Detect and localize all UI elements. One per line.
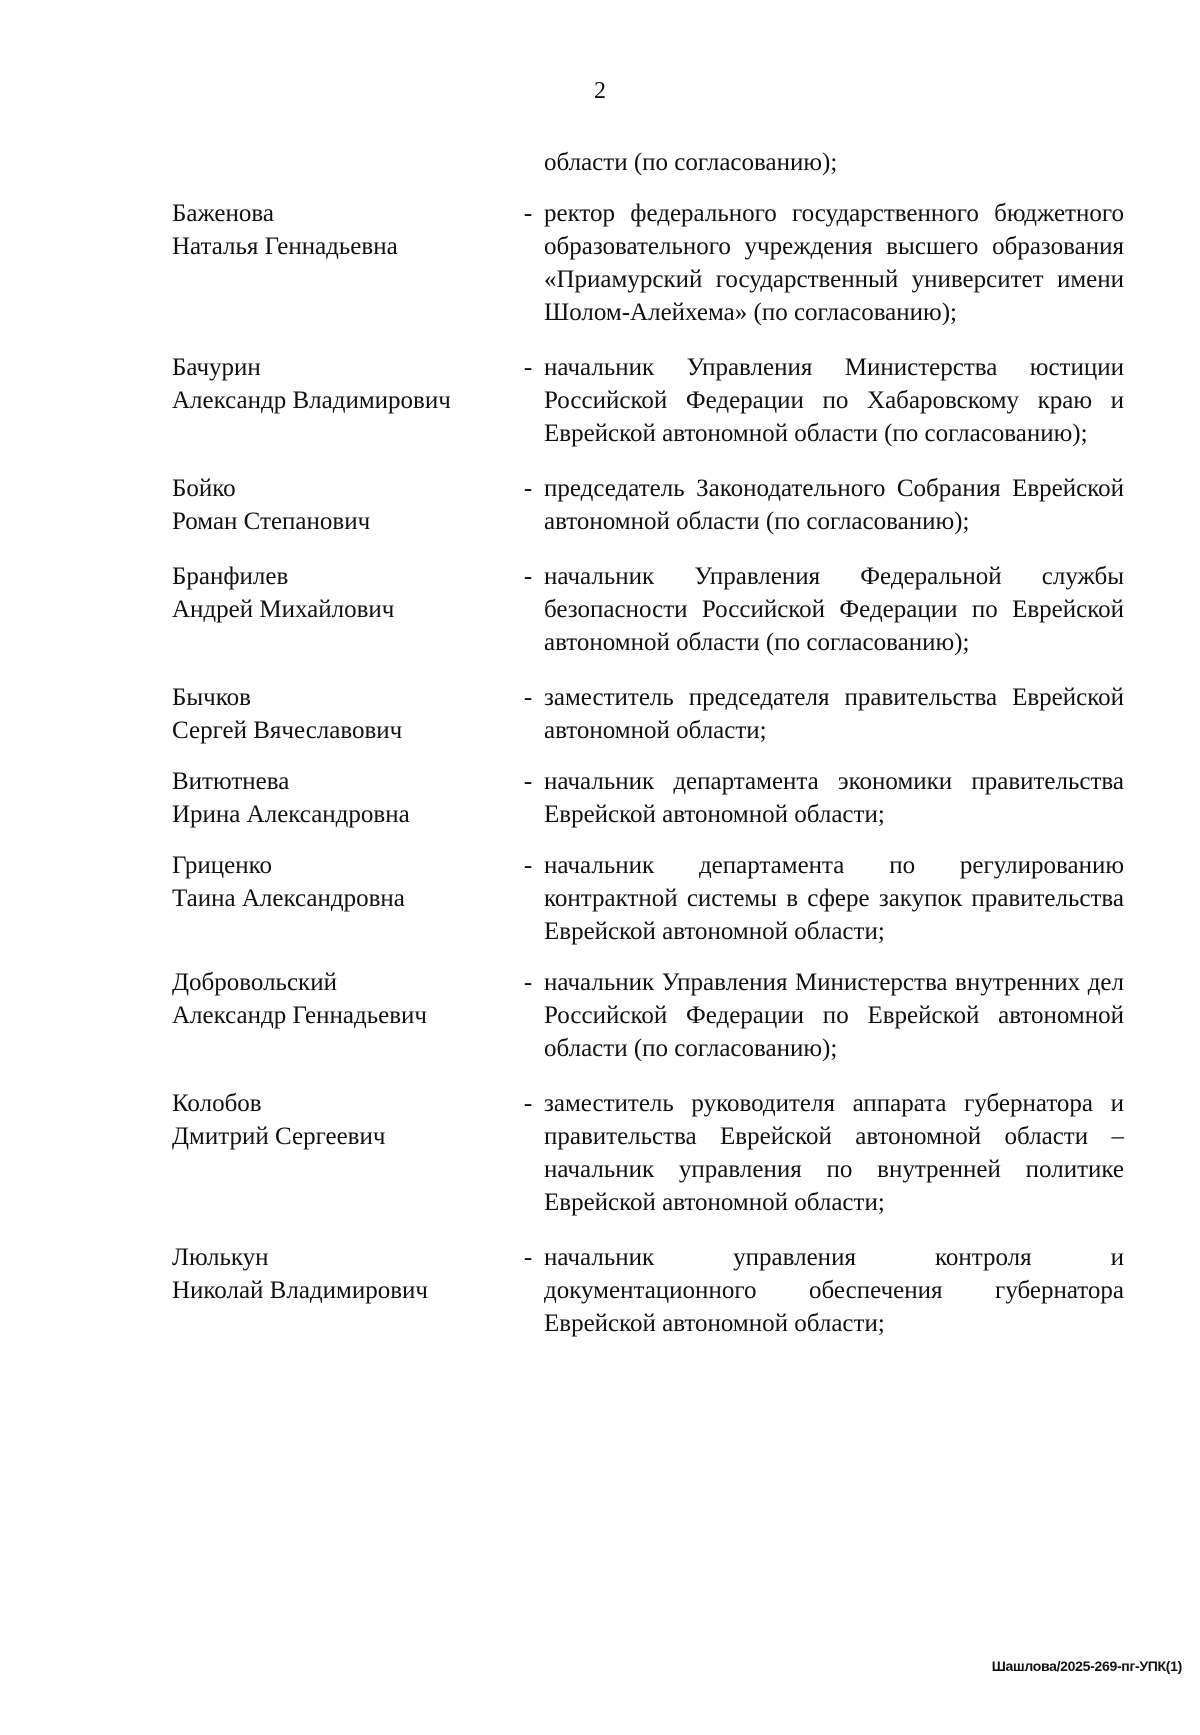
member-dash: - — [523, 475, 533, 502]
member-dash: - — [523, 1090, 533, 1117]
member-given-name: Александр Геннадьевич — [172, 1002, 427, 1029]
page-number: 2 — [594, 78, 606, 104]
member-dash: - — [523, 852, 533, 879]
member-entry — [172, 560, 1132, 659]
member-entry — [172, 849, 1132, 948]
member-name — [172, 765, 512, 831]
member-position-continuation: области (по согласованию); — [544, 149, 838, 176]
member-name — [172, 1087, 512, 1153]
member-name — [172, 1241, 512, 1307]
member-position: начальник управления контроля и документационного обеспечения губернатора Еврейской автономной области; — [544, 1244, 1124, 1337]
member-surname: Баженова — [172, 200, 274, 227]
member-surname: Колобов — [172, 1090, 262, 1117]
member-entry — [172, 197, 1132, 329]
member-entry — [172, 1087, 1132, 1219]
member-surname: Бойко — [172, 475, 236, 502]
member-name — [172, 560, 512, 626]
member-name — [172, 472, 512, 538]
member-entry — [172, 966, 1132, 1065]
member-given-name: Александр Владимирович — [172, 387, 451, 414]
roster-continuation — [172, 146, 1132, 179]
member-dash: - — [523, 200, 533, 227]
member-surname: Бранфилев — [172, 563, 289, 590]
member-position: начальник Управления Министерства юстиции Российской Федерации по Хабаровскому краю и Еврейской автономной области (по согласованию); — [544, 354, 1124, 447]
member-roster — [172, 146, 1132, 1362]
member-dash: - — [523, 768, 533, 795]
member-position: начальник Управления Министерства внутренних дел Российской Федерации по Еврейской автономной области (по согласованию); — [544, 969, 1124, 1062]
member-dash: - — [523, 684, 533, 711]
member-given-name: Андрей Михайлович — [172, 596, 395, 623]
member-given-name: Дмитрий Сергеевич — [172, 1123, 386, 1150]
member-name — [172, 197, 512, 263]
member-position: начальник Управления Федеральной службы безопасности Российской Федерации по Еврейской автономной области (по согласованию); — [544, 563, 1124, 656]
member-position: начальник департамента экономики правительства Еврейской автономной области; — [544, 768, 1124, 828]
member-entry — [172, 1241, 1132, 1340]
member-given-name: Наталья Геннадьевна — [172, 233, 398, 260]
member-entry — [172, 765, 1132, 831]
member-surname: Гриценко — [172, 852, 272, 879]
member-surname: Добровольский — [172, 969, 337, 996]
member-dash: - — [523, 1244, 533, 1271]
member-entry — [172, 472, 1132, 538]
member-given-name: Николай Владимирович — [172, 1277, 428, 1304]
member-surname: Витютнева — [172, 768, 290, 795]
member-name — [172, 849, 512, 915]
member-name — [172, 351, 512, 417]
member-dash: - — [523, 563, 533, 590]
member-name — [172, 681, 512, 747]
member-position: заместитель руководителя аппарата губернатора и правительства Еврейской автономной области – начальник управления по внутренней политике Еврейской автономной области; — [544, 1090, 1124, 1216]
member-given-name: Ирина Александровна — [172, 801, 410, 828]
member-given-name: Таина Александровна — [172, 885, 405, 912]
member-entry — [172, 681, 1132, 747]
member-name — [172, 966, 512, 1032]
member-surname: Бачурин — [172, 354, 261, 381]
member-given-name: Сергей Вячеславович — [172, 717, 403, 744]
member-dash: - — [523, 969, 533, 996]
member-position: начальник департамента по регулированию контрактной системы в сфере закупок правительства Еврейской автономной области; — [544, 852, 1124, 945]
member-entry — [172, 351, 1132, 450]
member-surname: Бычков — [172, 684, 251, 711]
member-position: заместитель председателя правительства Еврейской автономной области; — [544, 684, 1124, 744]
member-given-name: Роман Степанович — [172, 508, 371, 535]
document-registration-code: Шашлова/2025-269-пг-УПК(1) — [991, 1658, 1182, 1674]
member-dash: - — [523, 354, 533, 381]
member-position: ректор федерального государственного бюджетного образовательного учреждения высшего образования «Приамурский государственный университет имени Шолом-Алейхема» (по согласованию); — [544, 200, 1124, 326]
member-surname: Люлькун — [172, 1244, 269, 1271]
member-position: председатель Законодательного Собрания Еврейской автономной области (по согласованию); — [544, 475, 1124, 535]
